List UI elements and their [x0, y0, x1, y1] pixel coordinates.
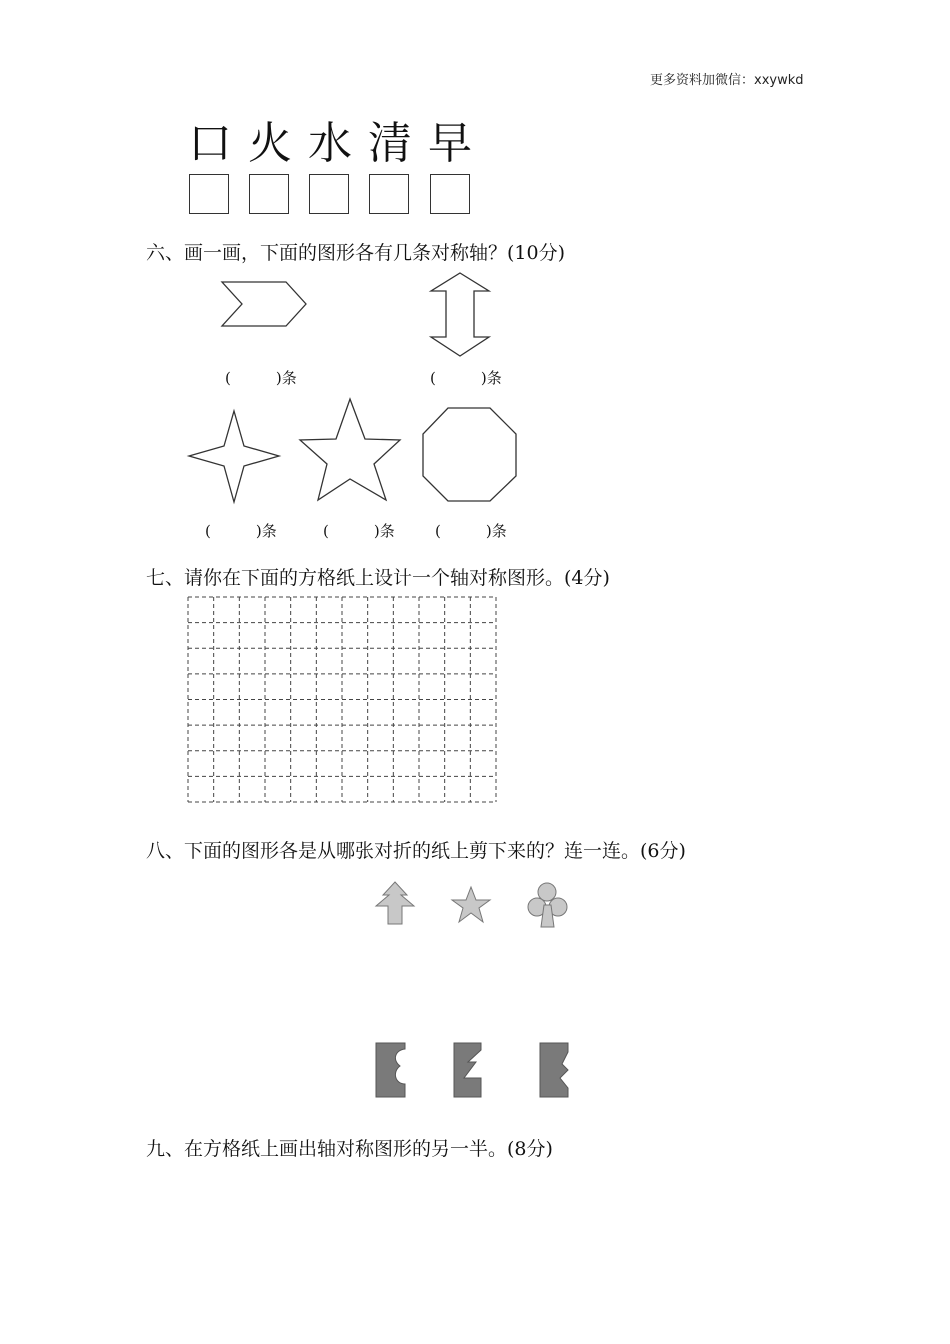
- header-note: 更多资料加微信：xxywkd: [650, 73, 804, 88]
- q7-title: 七、请你在下面的方格纸上设计一个轴对称图形。(4分): [146, 567, 610, 589]
- q8-title: 八、下面的图形各是从哪张对折的纸上剪下来的？连一连。(6分): [146, 840, 686, 862]
- character-2: 火: [248, 118, 292, 169]
- tree-shape[interactable]: [376, 882, 414, 924]
- q6-title: 六、画一画，下面的图形各有几条对称轴？(10分): [146, 242, 566, 264]
- answer-chevron[interactable]: ( )条: [225, 369, 297, 387]
- folded-paper-star-half-shape[interactable]: [540, 1043, 568, 1097]
- character-5: 早: [428, 118, 472, 169]
- star-shape[interactable]: [452, 887, 490, 922]
- folded-paper-club-half-shape[interactable]: [376, 1043, 405, 1097]
- answer-four-point-star[interactable]: ( )条: [205, 522, 277, 540]
- character-1: 口: [188, 118, 232, 169]
- character-4: 清: [368, 118, 412, 169]
- answer-five-point-star[interactable]: ( )条: [323, 522, 395, 540]
- character-3: 水: [308, 118, 352, 169]
- q9-title: 九、在方格纸上画出轴对称图形的另一半。(8分): [146, 1138, 553, 1160]
- answer-octagon[interactable]: ( )条: [435, 522, 507, 540]
- folded-paper-tree-half-shape[interactable]: [454, 1043, 481, 1097]
- club-shape[interactable]: [528, 883, 567, 927]
- answer-double-arrow[interactable]: ( )条: [430, 369, 502, 387]
